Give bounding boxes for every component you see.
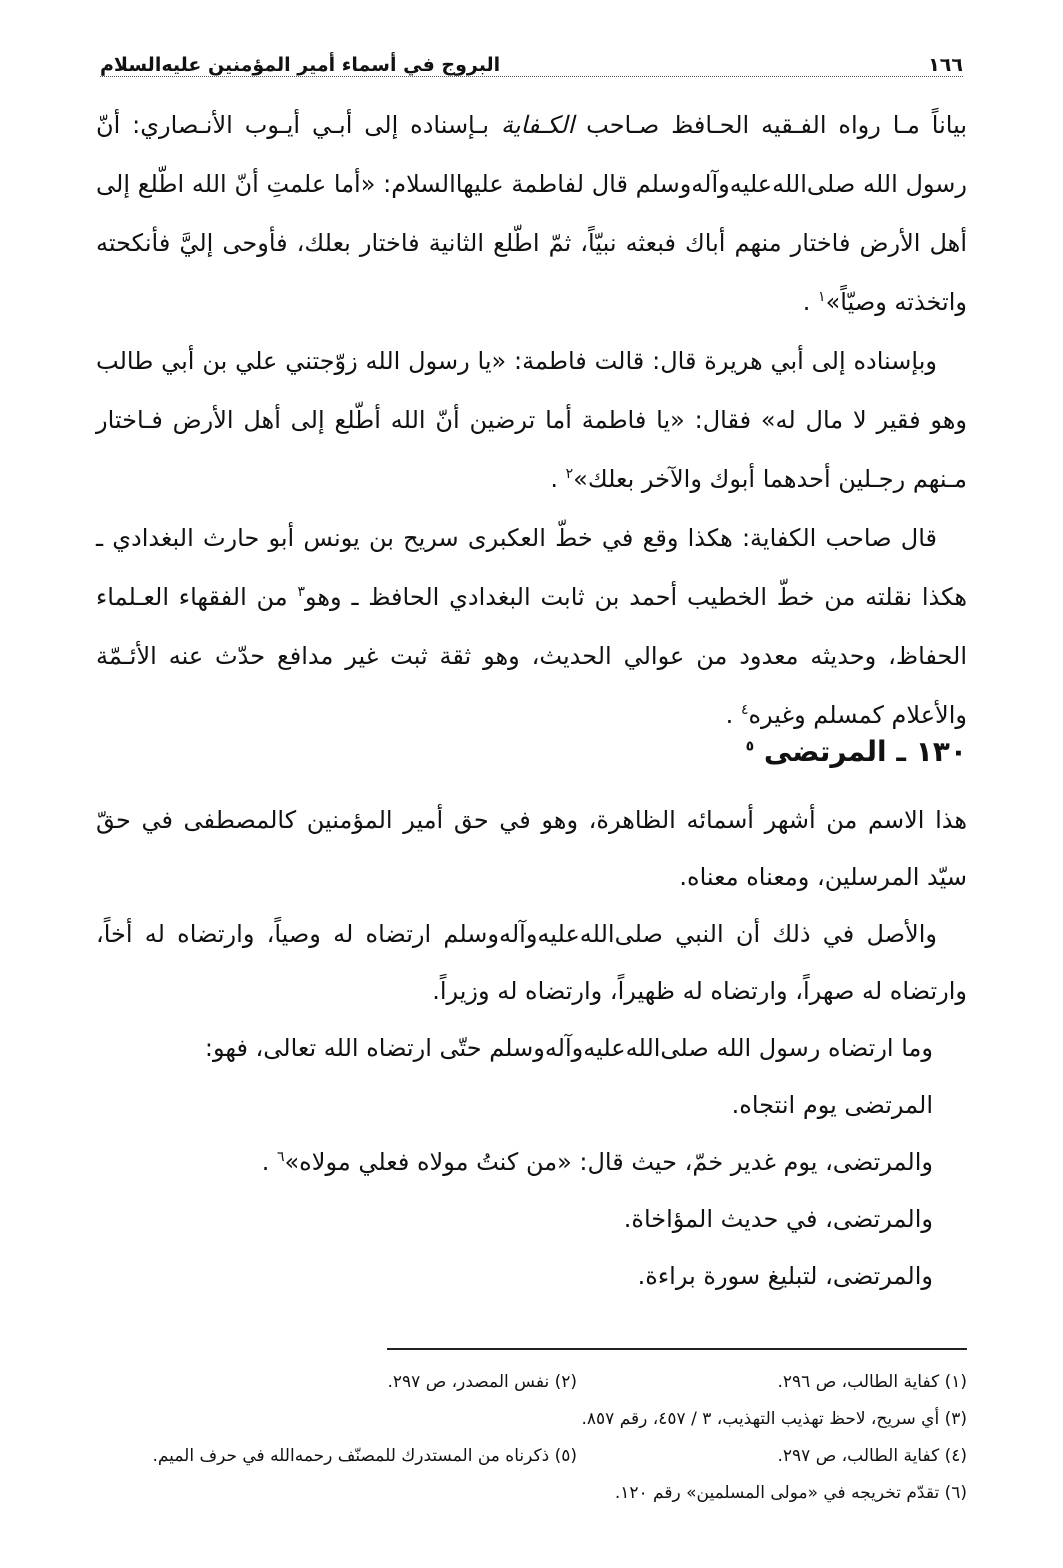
footnote-3: (٣) أي سريح، لاحظ تهذيب التهذيب، ٣ / ٤٥٧، رقم ٨٥٧.	[581, 1409, 967, 1429]
section-origin: والأصل في ذلك أن النبي صلى‌الله‌عليه‌وآله‌وسلم ارتضاه له وصياً، وارتضاه له أخاً، وارتضاه له صهراً، وارتضاه له ظهيراً، وارتضاه له وزيراً.	[96, 920, 967, 1005]
paragraph-2: وبإسناده إلى أبي هريرة قال: قالت فاطمة: «يا رسول الله زوّجتني علي بن أبي طالب وهو فقير لا مال له» فقال: «يا فاطمة أما ترضين أنّ الله أطّلع إلى أهل الأرض فـاختار مـنهم رجـلين أحدهما أبوك والآخر بعلك»$^٢$ .	[96, 347, 967, 493]
section-lead: وما ارتضاه رسول الله صلى‌الله‌عليه‌وآله‌وسلم حتّى ارتضاه الله تعالى، فهو:	[204, 1034, 933, 1062]
footnote-1: (١) كفاية الطالب، ص ٢٩٦.	[777, 1372, 967, 1392]
main-text	[96, 96, 967, 745]
footnote-row	[96, 1475, 967, 1512]
footnote-row	[96, 1364, 967, 1401]
running-title: البروج في أسماء أمير المؤمنين عليه‌السلام	[100, 54, 501, 76]
section-heading	[746, 730, 967, 774]
footnotes	[96, 1364, 967, 1512]
footnote-marker-6: ٦	[276, 1149, 285, 1165]
footnote-marker-3-4: ٤	[740, 702, 749, 718]
paragraph-1: بياناً مـا رواه الفـقيه الحـافظ صـاحب الكـفاية بـإسناده إلى أبـي أيـوب الأنـصاري: أنّ رسول الله صلى‌الله‌عليه‌وآله‌وسلم قال لفاطمة عليها‌السلام: «أما علمتِ أنّ الله اطّلع إلى أهل الأرض فاختار منهم أباك فبعثه نبيّاً، ثمّ اطّلع الثانية فاختار بعلك، فأوحى إليَّ فأنكحته واتخذته وصيّاً»$^١$ .	[96, 111, 968, 316]
book-title: الكـفاية	[500, 111, 575, 139]
paragraph-2-text: وبإسناده إلى أبي هريرة قال: قالت فاطمة: «يا رسول الله زوّجتني علي بن أبي طالب وهو فقير لا مال له» فقال: «يا فاطمة أما ترضين أنّ الله أطّلع إلى أهل الأرض فـاختار مـنهم رجـلين أحدهما أبوك والآخر بعلك»	[96, 347, 967, 493]
paragraph-3: قال صاحب الكفاية: هكذا وقع في خطّ العكبرى سريح بن يونس أبو حارث البغدادي ـ هكذا نقلته من خطّ الخطيب أحمد بن ثابت البغدادي الحافظ ـ وهو$^٣$ من الفقهاء العـلماء الحفاظ، وحديثه معدود من عوالي الحديث، وهو ثقة ثبت غير مدافع حدّث عنه الأئـمّة والأعلام كمسلم وغيره$^٤$ .	[96, 524, 967, 729]
footnote-2: (٢) نفس المصدر، ص ٢٩٧.	[387, 1372, 577, 1392]
paragraph-1-text: بياناً مـا رواه الفـقيه الحـافظ صـاحب الكـفاية بـإسناده إلى أبـي أيـوب الأنـصاري: أنّ رسول الله صلى‌الله‌عليه‌وآله‌وسلم قال لفاطمة عليها‌السلام: «أما علمتِ أنّ الله اطّلع إلى أهل الأرض فاختار منهم أباك فبعثه نبيّاً، ثمّ اطّلع الثانية فاختار بعلك، فأوحى إليَّ فأنكحته واتخذته وصيّاً»	[96, 111, 968, 316]
footnote-marker-1: ١	[818, 289, 826, 305]
page-header	[100, 40, 963, 77]
list-item: والمرتضى، يوم غدير خمّ، حيث قال: «من كنتُ مولاه فعلي مولاه»$^٦$ .	[261, 1148, 933, 1176]
footnote-marker-5: ٥	[745, 738, 755, 755]
footnote-row	[96, 1438, 967, 1475]
footnote-5: (٥) ذكرناه من المستدرك للمصنّف رحمه‌الله في حرف الميم.	[152, 1446, 577, 1466]
footnote-4: (٤) كفاية الطالب، ص ٢٩٧.	[777, 1446, 967, 1466]
list-item-text: والمرتضى، يوم غدير خمّ، حيث قال: «من كنتُ مولاه فعلي مولاه»	[284, 1148, 933, 1176]
list-item: المرتضى يوم انتجاه.	[731, 1091, 933, 1119]
section-intro: هذا الاسم من أشهر أسمائه الظاهرة، وهو في حق أمير المؤمنين كالمصطفى في حقّ سيّد المرسلين، ومعناه معناه.	[96, 806, 967, 891]
paragraph-3-text: قال صاحب الكفاية: هكذا وقع في خطّ العكبرى سريح بن يونس أبو حارث البغدادي ـ هكذا نقلته من خطّ الخطيب أحمد بن ثابت البغدادي الحافظ ـ وهو$^٣$ من الفقهاء العـلماء الحفاظ، وحديثه معدود من عوالي الحديث، وهو ثقة ثبت غير مدافع حدّث عنه الأئـمّة والأعلام كمسلم وغيره	[96, 524, 967, 729]
footnote-row	[96, 1401, 967, 1438]
list-item: والمرتضى، لتبليغ سورة براءة.	[637, 1262, 933, 1290]
section-heading-text: ١٣٠ ـ المرتضى	[763, 735, 967, 768]
list-item: والمرتضى، في حديث المؤاخاة.	[623, 1205, 933, 1233]
page-number: ١٦٦	[928, 54, 963, 76]
footnote-marker-3: ٣	[297, 584, 305, 600]
footnote-6: (٦) تقدّم تخريجه في «مولى المسلمين» رقم ١٢٠.	[614, 1483, 967, 1503]
section-body	[96, 792, 967, 1305]
footnote-marker-2: ٢	[565, 466, 574, 482]
footnote-divider	[387, 1348, 967, 1350]
